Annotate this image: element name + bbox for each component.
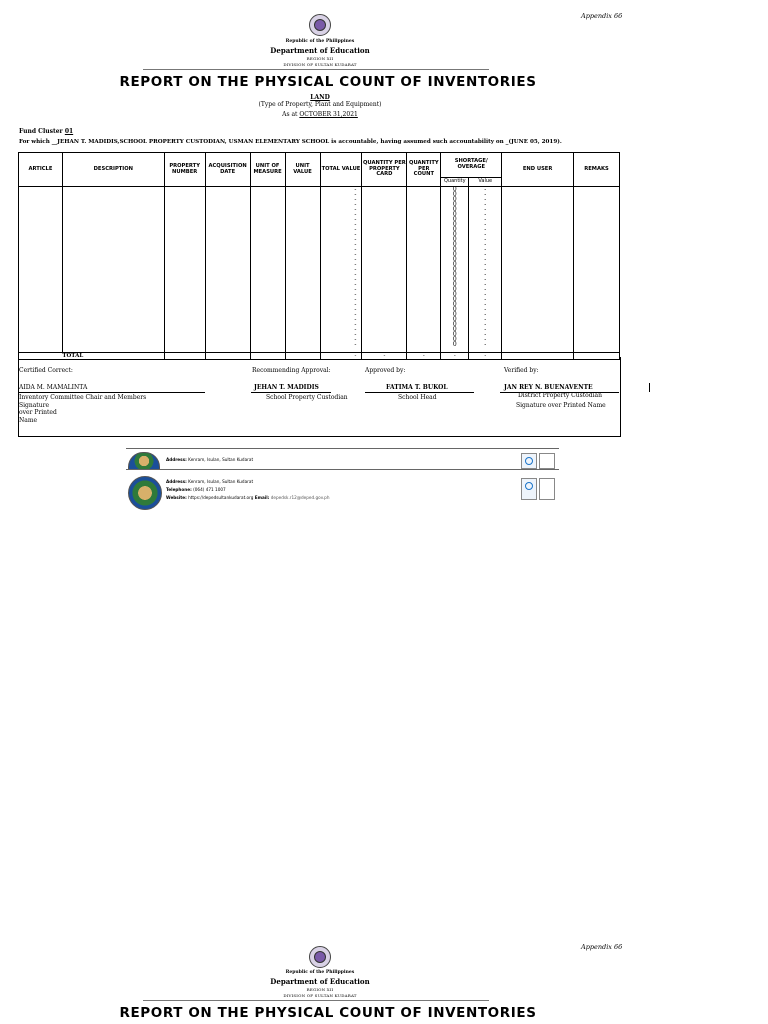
region-text-page2: REGION XII — [306, 987, 334, 992]
acquisition-date-cell — [205, 187, 250, 353]
approved-name: FATIMA T. BUKOL — [386, 384, 448, 391]
as-at-line — [220, 111, 420, 118]
approved-role: School Head — [398, 394, 437, 401]
unit-value-cell — [285, 187, 320, 353]
republic-text: Republic of the Philippines — [285, 39, 355, 44]
qty-count-cell — [407, 187, 441, 353]
verified-name: JAN REY N. BUENAVENTE — [504, 384, 593, 391]
division-text-page2: DIVISION OF SULTAN KUDARAT — [283, 993, 357, 998]
iso-cert-icon — [521, 478, 537, 500]
division-emblem-icon — [128, 452, 160, 470]
header-description: DESCRIPTION — [62, 153, 164, 187]
header-shortage-overage: SHORTAGE/ OVERAGE — [441, 153, 502, 178]
description-cell — [62, 187, 164, 353]
verified-role: District Property Custodian — [518, 392, 602, 399]
remarks-cell — [574, 187, 620, 353]
footer-address-1: Address: Kenram, Isulan, Sultan Kudarat — [166, 457, 254, 462]
header-end-user: END USER — [502, 153, 574, 187]
property-number-cell — [164, 187, 205, 353]
fund-cluster-value: 01 — [64, 128, 74, 135]
header-quantity: Quantity — [441, 178, 469, 187]
total-value-marks: - - - - - - - - - - - - - - - - - - - - - - - - - - - - - - - - — [354, 186, 357, 348]
as-at-label: As at — [282, 111, 298, 118]
recommending-sign-line — [251, 392, 331, 393]
header-qty-count: QUANTITY PER COUNT — [407, 153, 441, 187]
footer-telephone: Telephone: (064) 471 1007 — [166, 487, 226, 492]
iso-cert-icon — [539, 453, 555, 469]
certified-sig-1: Signature — [19, 402, 50, 409]
department-text-page2: Department of Education — [270, 977, 370, 986]
report-title: REPORT ON THE PHYSICAL COUNT OF INVENTORIES — [119, 74, 537, 90]
value-marks: - - - - - - - - - - - - - - - - - - - - - - - - - - - - - - - - — [484, 186, 487, 348]
header-article: ARTICLE — [19, 153, 63, 187]
total-qty-card: - — [362, 353, 407, 360]
total-qty-count: - — [407, 353, 441, 360]
total-value-cell — [320, 187, 362, 353]
division-emblem-icon — [128, 476, 162, 510]
division-text: DIVISION OF SULTAN KUDARAT — [283, 62, 357, 67]
certified-sig-2: over Printed — [19, 409, 57, 416]
total-label: TOTAL — [62, 353, 164, 360]
header-value: Value — [469, 178, 502, 187]
deped-seal-icon — [309, 14, 331, 36]
footer-address: Address: Kenram, Isulan, Sultan Kudarat — [166, 479, 254, 484]
property-type-caption: (Type of Property, Plant and Equipment) — [258, 101, 382, 108]
text-cursor — [649, 383, 650, 392]
appendix-label: Appendix 66 — [581, 12, 623, 20]
certified-role: Inventory Committee Chair and Members — [19, 394, 147, 401]
header-acquisition-date: ACQUISITION DATE — [205, 153, 250, 187]
end-user-cell — [502, 187, 574, 353]
verified-label: Verified by: — [504, 367, 539, 374]
header-total-value: TOTAL VALUE — [320, 153, 362, 187]
iso-cert-icon — [539, 478, 555, 500]
header-qty-property-card: QUANTITY PER PROPERTY CARD — [362, 153, 407, 187]
qty-card-cell — [362, 187, 407, 353]
inventory-table — [18, 152, 620, 360]
recommending-role: School Property Custodian — [266, 394, 348, 401]
header-unit-value: UNIT VALUE — [285, 153, 320, 187]
quantity-cell — [441, 187, 469, 353]
footer-rule — [126, 469, 559, 470]
fund-cluster-line — [19, 128, 73, 135]
deped-seal-icon — [309, 946, 331, 968]
total-quantity: - — [441, 353, 469, 360]
quantity-marks: 0 0 0 0 0 0 0 0 0 0 0 0 0 0 0 0 0 0 0 0 0 0 0 0 0 0 0 0 0 0 0 0 — [452, 186, 457, 348]
header-unit-of-measure: UNIT OF MEASURE — [250, 153, 285, 187]
header-rule-page2 — [143, 1000, 489, 1001]
footer-rule-top — [126, 448, 559, 449]
report-title-page2: REPORT ON THE PHYSICAL COUNT OF INVENTORIES — [119, 1005, 537, 1021]
appendix-label-page2: Appendix 66 — [581, 943, 623, 951]
article-cell — [19, 187, 63, 353]
value-cell — [469, 187, 502, 353]
unit-measure-cell — [250, 187, 285, 353]
footer-website: Website: https://depedsultankudarat.org Email: depedsk.r12@deped.gov.ph — [166, 495, 330, 500]
certified-label: Certified Correct: — [19, 367, 73, 374]
as-at-date: OCTOBER 31,2021 — [299, 111, 358, 118]
iso-cert-icon — [521, 453, 537, 469]
verified-sig: Signature over Printed Name — [516, 402, 606, 409]
header-property-number: PROPERTY NUMBER — [164, 153, 205, 187]
accountability-statement: For which __JEHAN T. MADIDIS,SCHOOL PROPERTY CUSTODIAN, USMAN ELEMENTARY SCHOOL is accountable, having assumed such accountability on _(JUNE 05, 2019). — [19, 139, 562, 145]
department-text: Department of Education — [270, 46, 370, 55]
certified-name: AIDA M. MAMALINTA — [19, 384, 88, 391]
recommending-label: Recommending Approval: — [252, 367, 331, 374]
approved-sign-line — [365, 392, 474, 393]
header-remarks: REMAKS — [574, 153, 620, 187]
republic-text-page2: Republic of the Philippines — [285, 970, 355, 975]
certified-sign-line — [19, 392, 205, 393]
total-value-sum: - — [320, 353, 362, 360]
region-text: REGION XII — [306, 56, 334, 61]
total-value: - — [469, 353, 502, 360]
fund-cluster-label: Fund Cluster — [19, 128, 63, 135]
certified-sig-3: Name — [19, 417, 38, 424]
approved-label: Approved by: — [365, 367, 406, 374]
property-type: LAND — [310, 94, 330, 101]
recommending-name: JEHAN T. MADIDIS — [254, 384, 319, 391]
table-body-row — [19, 187, 620, 353]
header-rule — [143, 69, 489, 70]
